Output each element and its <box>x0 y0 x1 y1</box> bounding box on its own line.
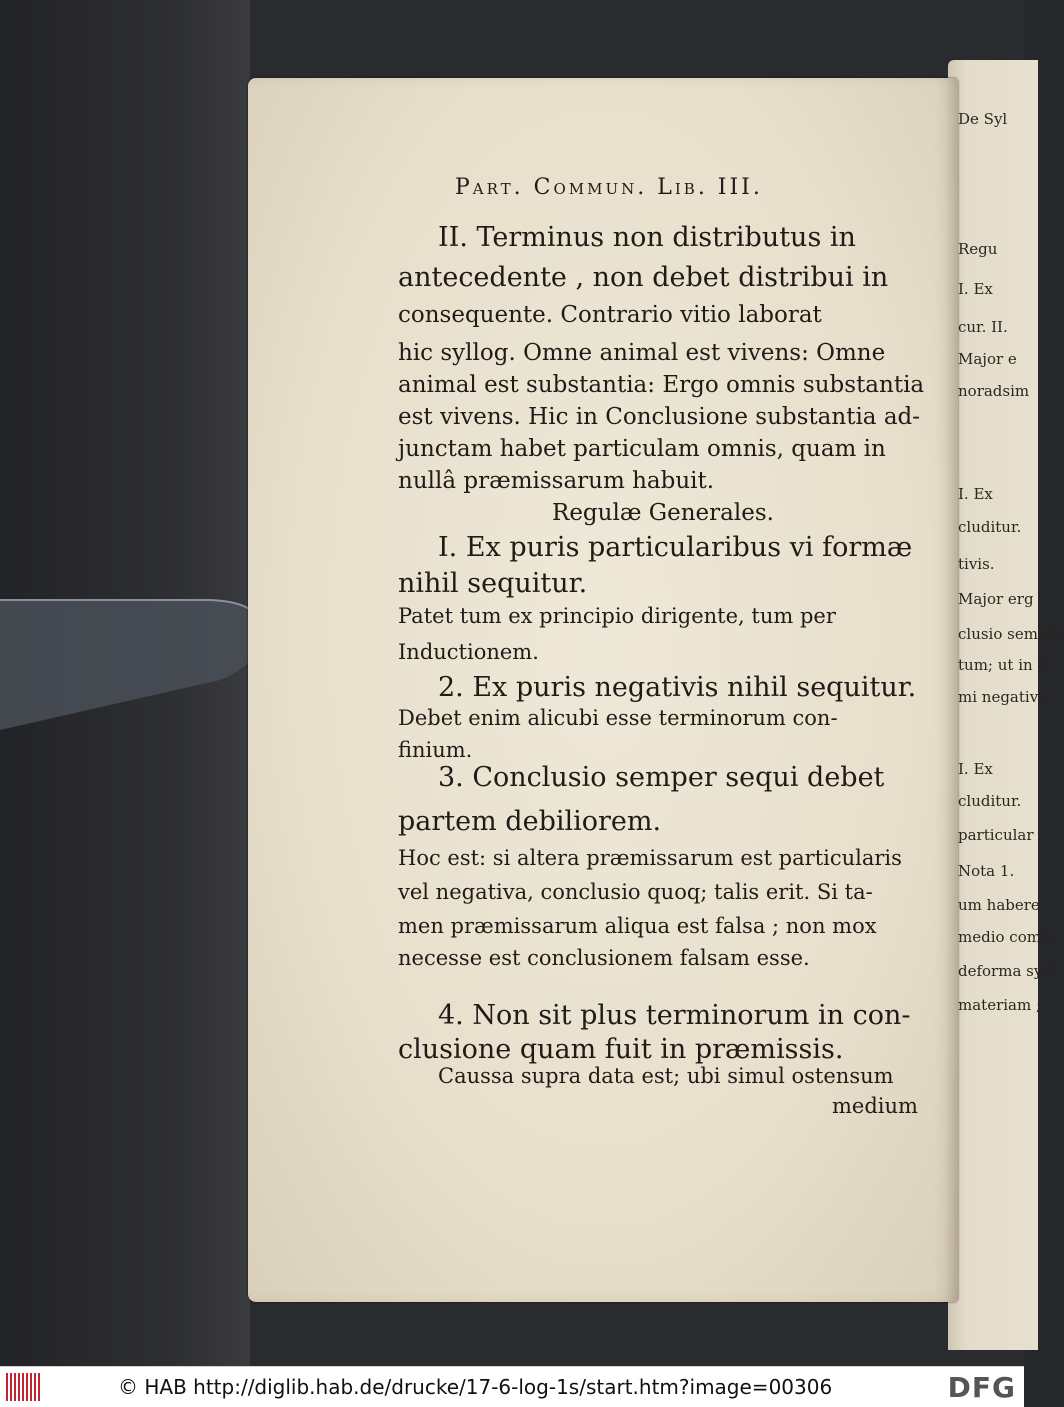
facing-page-fragment: Regu <box>958 240 998 258</box>
running-header: Part. Commun. Lib. III. <box>455 175 763 200</box>
text-line: junctam habet particulam omnis, quam in <box>398 436 886 462</box>
facing-page-fragment: Major e <box>958 350 1017 368</box>
text-line: hic syllog. Omne animal est vivens: Omne <box>398 340 886 366</box>
hab-logo-icon <box>6 1373 46 1401</box>
facing-page-fragment: mi negativi <box>958 688 1043 706</box>
text-line: vel negativa, conclusio quoq; talis erit. Si ta- <box>398 880 873 904</box>
text-line: Debet enim alicubi esse terminorum con- <box>398 706 838 730</box>
text-line: men præmissarum aliqua est falsa ; non mox <box>398 914 877 938</box>
facing-page-fragment: noradsim <box>958 382 1030 400</box>
text-line: necesse est conclusionem falsam esse. <box>398 946 810 970</box>
footer-bar <box>0 1366 1024 1407</box>
facing-page-fragment: tivis. <box>958 555 995 573</box>
facing-page-fragment: I. Ex <box>958 485 993 503</box>
text-line: est vivens. Hic in Conclusione substantia ad- <box>398 404 921 430</box>
facing-page-fragment: I. Ex <box>958 760 993 778</box>
facing-page-fragment: Major erg <box>958 590 1034 608</box>
text-line: finium. <box>398 738 473 762</box>
facing-page-fragment: um habere <box>958 896 1040 914</box>
text-line: Patet tum ex principio dirigente, tum per <box>398 604 836 628</box>
text-line: Caussa supra data est; ubi simul ostensum <box>438 1064 894 1088</box>
copyright-link[interactable]: © HAB http://diglib.hab.de/drucke/17-6-log-1s/start.htm?image=00306 <box>118 1375 833 1399</box>
facing-page-fragment: deforma syll <box>958 962 1052 980</box>
facing-page <box>948 60 1064 1350</box>
facing-page-fragment: tum; ut in h <box>958 656 1048 674</box>
facing-page-fragment: cluditur. <box>958 518 1022 536</box>
text-line: nullâ præmissarum habuit. <box>398 468 715 494</box>
facing-page-fragment: cur. II. <box>958 318 1008 336</box>
facing-page-fragment: medio comn <box>958 928 1051 946</box>
facing-page-fragment: I. Ex <box>958 280 993 298</box>
text-line: antecedente , non debet distribui in <box>398 262 889 293</box>
dfg-logo: DFG <box>947 1371 1016 1404</box>
text-line: medium <box>832 1094 918 1118</box>
text-line: 3. Conclusio semper sequi debet <box>438 762 885 793</box>
text-line: Inductionem. <box>398 640 539 664</box>
text-line: II. Terminus non distributus in <box>438 222 856 253</box>
facing-page-fragment: cluditur. <box>958 792 1022 810</box>
facing-page-fragment: particular <box>958 826 1034 844</box>
text-line: 4. Non sit plus terminorum in con- <box>438 1000 911 1031</box>
facing-page-fragment: clusio semper <box>958 625 1064 643</box>
text-line: consequente. Contrario vitio laborat <box>398 302 822 328</box>
text-line: 2. Ex puris negativis nihil sequitur. <box>438 672 917 703</box>
text-line: partem debiliorem. <box>398 806 662 837</box>
page-ribbon <box>0 590 270 730</box>
text-line: Regulæ Generales. <box>552 500 774 526</box>
text-line: Hoc est: si altera præmissarum est particularis <box>398 846 902 870</box>
text-line: clusione quam fuit in præmissis. <box>398 1034 844 1065</box>
facing-page-fragment: materiam ; <box>958 996 1042 1014</box>
text-line: nihil sequitur. <box>398 568 588 599</box>
text-line: animal est substantia: Ergo omnis substantia <box>398 372 925 398</box>
text-line: I. Ex puris particularibus vi formæ <box>438 532 913 563</box>
facing-page-fragment: Nota 1. <box>958 862 1015 880</box>
facing-page-fragment: De Syl <box>958 110 1008 128</box>
